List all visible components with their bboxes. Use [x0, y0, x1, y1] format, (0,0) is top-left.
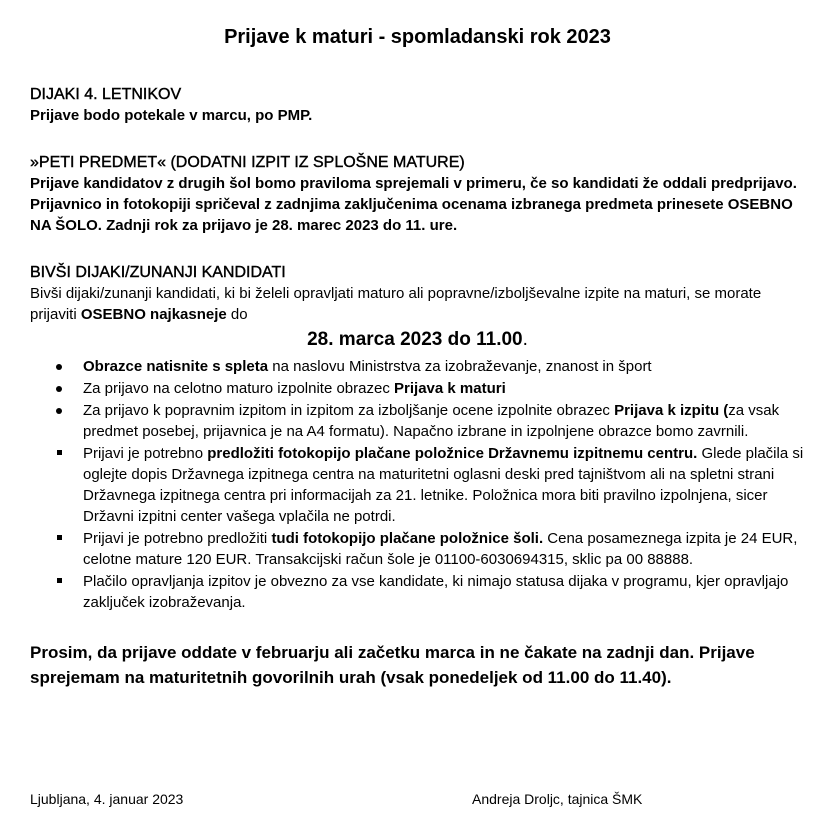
bullet-dot-icon [56, 364, 62, 370]
list-item: Za prijavo na celotno maturo izpolnite obrazec Prijava k maturi [30, 378, 805, 399]
section-intro-former-students [30, 283, 805, 325]
section-heading-fifth-subject: »PETI PREDMET« (DODATNI IZPIT IZ SPLOŠNE MATURE) [30, 154, 465, 171]
list-item: Za prijavo k popravnim izpitom in izpitom za izboljšanje ocene izpolnite obrazec Prijava k izpitu (za vsak predmet posebej, prijavnica je na A4 formatu). Napačno izbrane in izpolnjene obrazce bomo zavrnili. [30, 400, 805, 442]
bullet-dot-icon [56, 408, 62, 414]
intro-text: Bivši dijaki/zunanji kandidati, ki bi želeli opravljati maturo ali popravne/izboljševalne izpite na maturi, se morate prijaviti [30, 285, 762, 323]
document-page [30, 24, 805, 690]
section-text-fifth-subject: Prijave kandidatov z drugih šol bomo praviloma sprejemali v primeru, če so kandidati že oddali predprijavo. Prijavnico in fotokopiji spričeval z zadnjima zaključenima ocenama izbranega predmeta prinesete OSEBNO NA ŠOLO. Zadnji rok za prijavo je 28. marec 2023 do 11. ure. [30, 175, 797, 234]
intro-tail: do [226, 306, 248, 323]
deadline-date: 28. marca 2023 do 11.00 [307, 329, 523, 350]
bullet-dot-icon [56, 386, 62, 392]
closing-note: Prosim, da prijave oddate v februarju ali začetku marca in ne čakate na zadnji dan. Prijave sprejemam na maturitetnih govorilnih urah (vsak ponedeljek od 11.00 do 11.40). [30, 643, 755, 687]
bullet-square-icon [57, 578, 62, 583]
deadline [30, 327, 805, 353]
list-item: Prijavi je potrebno predložiti fotokopijo plačane položnice Državnemu izpitnemu centru. Glede plačila si oglejte dopis Državnega izpitnega centra na maturitetni oglasni deski pred tajništvom ali na spletni strani Državnega izpitnega centra pri informacijah za 21. letnike. Položnica mora biti pravilno izpolnjena, sicer Državni izpitni center vašega vplačila ne potrdi. [30, 443, 805, 527]
section-heading-former-students: BIVŠI DIJAKI/ZUNANJI KANDIDATI [30, 264, 286, 281]
bullet-square-icon [57, 535, 62, 540]
footer-signature: Andreja Droljc, tajnica ŠMK [472, 791, 643, 807]
bullet-square-icon [57, 450, 62, 455]
document-title: Prijave k maturi - spomladanski rok 2023 [224, 26, 611, 48]
deadline-period: . [522, 329, 528, 350]
instructions-list [30, 356, 805, 613]
footer-place-date: Ljubljana, 4. januar 2023 [30, 791, 184, 807]
list-item: Plačilo opravljanja izpitov je obvezno za vse kandidate, ki nimajo statusa dijaka v programu, kjer opravljajo zaključek izobraževanja. [30, 571, 805, 613]
list-item: Prijavi je potrebno predložiti tudi fotokopijo plačane položnice šoli. Cena posameznega izpita je 24 EUR, celotne mature 120 EUR. Transakcijski račun šole je 01100-6030694315, sklic pa 00 88888. [30, 528, 805, 570]
list-item: Obrazce natisnite s spleta na naslovu Ministrstva za izobraževanje, znanost in šport [30, 356, 805, 377]
section-heading-students: DIJAKI 4. LETNIKOV [30, 86, 182, 103]
section-text-students: Prijave bodo potekale v marcu, po PMP. [30, 107, 313, 124]
intro-emphasis: OSEBNO najkasneje [80, 306, 227, 323]
